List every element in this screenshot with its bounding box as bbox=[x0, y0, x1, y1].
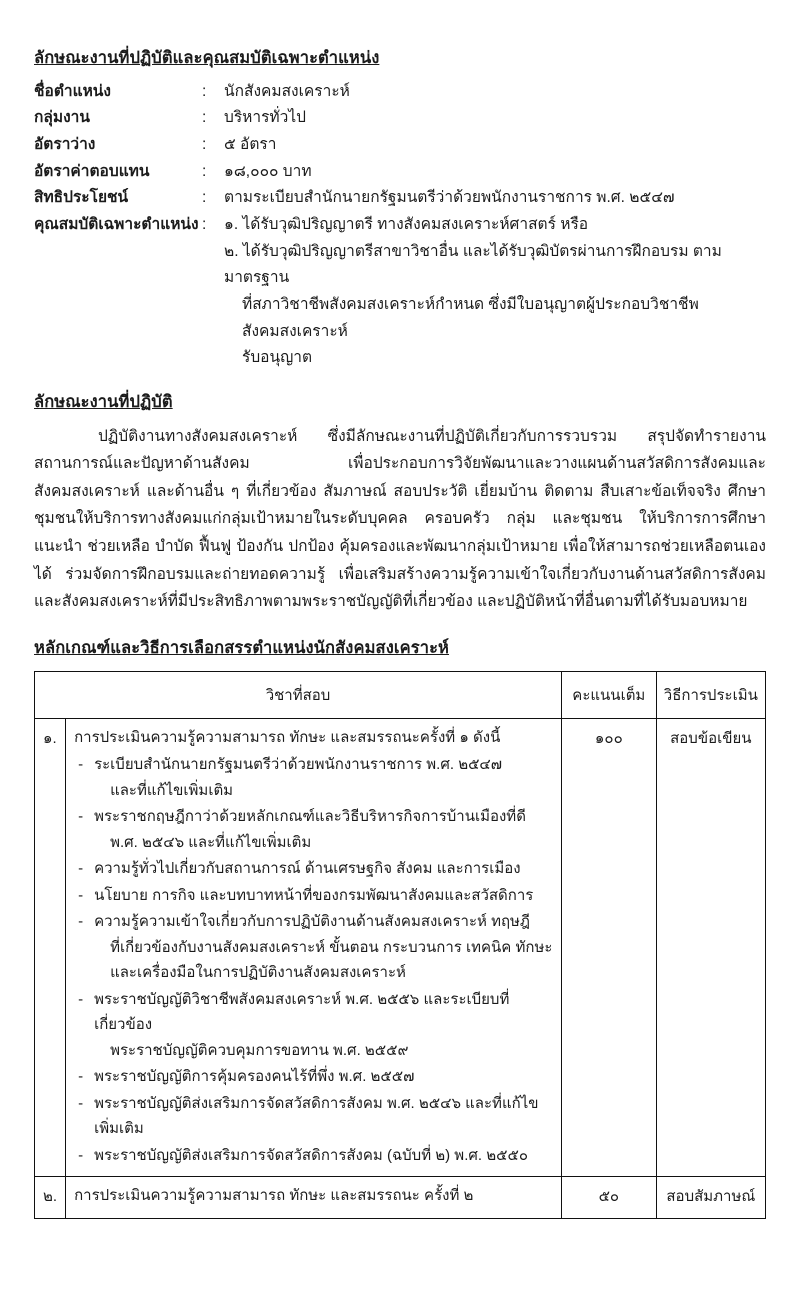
list-item-text: พระราชกฤษฎีกาว่าด้วยหลักเกณฑ์และวิธีบริหารกิจการบ้านเมืองที่ดี bbox=[94, 808, 526, 826]
row-subject-cell bbox=[66, 718, 562, 1177]
list-item-text: ความรู้ความเข้าใจเกี่ยวกับการปฏิบัติงานด้านสังคมสงเคราะห์ ทฤษฎี bbox=[94, 913, 530, 931]
field-value-line: นักสังคมสงเคราะห์ bbox=[224, 82, 350, 100]
field-value-line: ๑. ได้รับวุฒิปริญญาตรี ทางสังคมสงเคราะห์ศาสตร์ หรือ bbox=[224, 216, 589, 234]
field-colon: : bbox=[202, 189, 207, 207]
selection-criteria-table bbox=[34, 671, 766, 1220]
list-item bbox=[74, 856, 553, 882]
field-label: คุณสมบัติเฉพาะตำแหน่ง bbox=[34, 216, 199, 234]
list-item bbox=[74, 909, 553, 986]
field-value-line: บริหารทั่วไป bbox=[224, 109, 306, 127]
list-item-text: ความรู้ทั่วไปเกี่ยวกับสถานการณ์ ด้านเศรษฐกิจ สังคม และการเมือง bbox=[94, 860, 521, 878]
row-method: สอบข้อเขียน bbox=[656, 718, 765, 1177]
field-value-line: ตามระเบียบสำนักนายกรัฐมนตรีว่าด้วยพนักงานราชการ พ.ศ. ๒๕๔๗ bbox=[224, 189, 675, 207]
column-header-method: วิธีการประเมิน bbox=[656, 671, 765, 718]
row-number: ๒. bbox=[35, 1177, 66, 1219]
field-value bbox=[224, 132, 766, 159]
field-value bbox=[224, 79, 766, 106]
field-row-benefits bbox=[34, 185, 766, 212]
list-item-text: พระราชบัญญัติการคุ้มครองคนไร้ที่พึ่ง พ.ศ. ๒๕๕๗ bbox=[94, 1068, 415, 1086]
row-score: ๑๐๐ bbox=[561, 718, 656, 1177]
field-row-position-name bbox=[34, 79, 766, 106]
list-item bbox=[74, 1143, 553, 1169]
list-item-text: พระราชบัญญัติส่งเสริมการจัดสวัสดิการสังคม (ฉบับที่ ๒) พ.ศ. ๒๕๕๐ bbox=[94, 1146, 528, 1164]
field-label: กลุ่มงาน bbox=[34, 109, 90, 127]
section-3-heading: หลักเกณฑ์และวิธีการเลือกสรรตำแหน่งนักสังคมสงเคราะห์ bbox=[34, 638, 450, 657]
list-item bbox=[74, 987, 553, 1064]
position-details-list bbox=[34, 79, 766, 372]
list-item bbox=[74, 883, 553, 909]
field-label: ชื่อตำแหน่ง bbox=[34, 82, 111, 100]
row-title: การประเมินความรู้ความสามารถ ทักษะ และสมรรถนะครั้งที่ ๑ ดังนี้ bbox=[74, 728, 501, 746]
field-value-line: ที่สภาวิชาชีพสังคมสงเคราะห์กำหนด ซึ่งมีใบอนุญาตผู้ประกอบวิชาชีพสังคมสงเคราะห์ bbox=[242, 296, 699, 340]
field-value bbox=[224, 185, 766, 212]
list-item-text: นโยบาย การกิจ และบทบาทหน้าที่ของกรมพัฒนาสังคมและสวัสดิการ bbox=[94, 886, 534, 904]
table-row bbox=[35, 718, 766, 1177]
list-item bbox=[74, 1064, 553, 1090]
field-row-salary bbox=[34, 159, 766, 186]
list-item-text: พระราชบัญญัติส่งเสริมการจัดสวัสดิการสังคม พ.ศ. ๒๕๔๖ และที่แก้ไขเพิ่มเติม bbox=[94, 1094, 539, 1138]
field-label: อัตราว่าง bbox=[34, 136, 96, 154]
list-item-continuation: และที่แก้ไขเพิ่มเติม bbox=[110, 781, 234, 799]
section-2-heading: ลักษณะงานที่ปฏิบัติ bbox=[34, 392, 173, 411]
row-title: การประเมินความรู้ความสามารถ ทักษะ และสมรรถนะ ครั้งที่ ๒ bbox=[74, 1187, 474, 1205]
list-item-continuation: พระราชบัญญัติควบคุมการขอทาน พ.ศ. ๒๕๕๙ bbox=[110, 1041, 409, 1059]
field-colon: : bbox=[202, 162, 207, 180]
row-method: สอบสัมภาษณ์ bbox=[656, 1177, 765, 1219]
job-description-paragraph: ปฏิบัติงานทางสังคมสงเคราะห์ ซึ่งมีลักษณะงานที่ปฏิบัติเกี่ยวกับการรวบรวม สรุปจัดทำรายงานสถานการณ์และปัญหาด้านสังคม เพื่อประกอบการวิจัยพัฒนาและวางแผนด้านสวัสดิการสังคมและสังคมสงเคราะห์ และด้านอื่น ๆ ที่เกี่ยวข้อง สัมภาษณ์ สอบประวัติ เยี่ยมบ้าน ติดตาม สืบเสาะข้อเท็จจริง ศึกษาชุมชนให้บริการทางสังคมแก่กลุ่มเป้าหมายในระดับบุคคล ครอบครัว กลุ่ม และชุมชน ให้บริการการศึกษา แนะนำ ช่วยเหลือ บำบัด ฟื้นฟู ป้องกัน ปกป้อง คุ้มครองและพัฒนากลุ่มเป้าหมาย เพื่อให้สามารถช่วยเหลือตนเองได้ ร่วมจัดการฝึกอบรมและถ่ายทอดความรู้ เพื่อเสริมสร้างความรู้ความเข้าใจเกี่ยวกับงานด้านสวัสดิการสังคมและสังคมสงเคราะห์ที่มีประสิทธิภาพตามพระราชบัญญัติที่เกี่ยวข้อง และปฏิบัติหน้าที่อื่นตามที่ได้รับมอบหมาย bbox=[34, 427, 766, 611]
row-number: ๑. bbox=[35, 718, 66, 1177]
subject-bullet-list bbox=[74, 752, 553, 1168]
list-item-continuation: พ.ศ. ๒๕๔๖ และที่แก้ไขเพิ่มเติม bbox=[110, 833, 312, 851]
field-colon: : bbox=[202, 109, 207, 127]
row-subject-cell bbox=[66, 1177, 562, 1219]
list-item bbox=[74, 1091, 553, 1142]
field-row-vacancies bbox=[34, 132, 766, 159]
list-item-text: พระราชบัญญัติวิชาชีพสังคมสงเคราะห์ พ.ศ. ๒๕๕๖ และระเบียบที่เกี่ยวข้อง bbox=[94, 990, 510, 1034]
row-score: ๕๐ bbox=[561, 1177, 656, 1219]
field-colon: : bbox=[202, 216, 207, 234]
field-label: อัตราค่าตอบแทน bbox=[34, 162, 150, 180]
field-value bbox=[224, 212, 766, 372]
column-header-subject: วิชาที่สอบ bbox=[35, 671, 562, 718]
field-row-qualifications bbox=[34, 212, 766, 372]
section-1-heading: ลักษณะงานที่ปฏิบัติและคุณสมบัติเฉพาะตำแหน่ง bbox=[34, 49, 380, 67]
list-item bbox=[74, 752, 553, 803]
field-value-line: รับอนุญาต bbox=[242, 349, 313, 367]
table-row bbox=[35, 1177, 766, 1219]
field-label: สิทธิประโยชน์ bbox=[34, 189, 129, 207]
list-item bbox=[74, 804, 553, 855]
field-value bbox=[224, 159, 766, 186]
field-value-line: ๒. ได้รับวุฒิปริญญาตรีสาขาวิชาอื่น และได้รับวุฒิบัตรผ่านการฝึกอบรม ตามมาตรฐาน bbox=[224, 242, 722, 287]
field-value-line: ๕ อัตรา bbox=[224, 136, 277, 154]
field-value bbox=[224, 105, 766, 132]
field-colon: : bbox=[202, 82, 207, 100]
table-header-row bbox=[35, 671, 766, 718]
field-value-line: ๑๘,๐๐๐ บาท bbox=[224, 162, 312, 180]
list-item-text: ระเบียบสำนักนายกรัฐมนตรีว่าด้วยพนักงานราชการ พ.ศ. ๒๕๔๗ bbox=[94, 756, 503, 774]
column-header-score: คะแนนเต็ม bbox=[561, 671, 656, 718]
field-row-work-group bbox=[34, 105, 766, 132]
field-colon: : bbox=[202, 136, 207, 154]
list-item-continuation: ที่เกี่ยวข้องกับงานสังคมสงเคราะห์ ขั้นตอน กระบวนการ เทคนิค ทักษะ และเครื่องมือในการปฏิบัติงานสังคมสงเคราะห์ bbox=[110, 938, 553, 982]
